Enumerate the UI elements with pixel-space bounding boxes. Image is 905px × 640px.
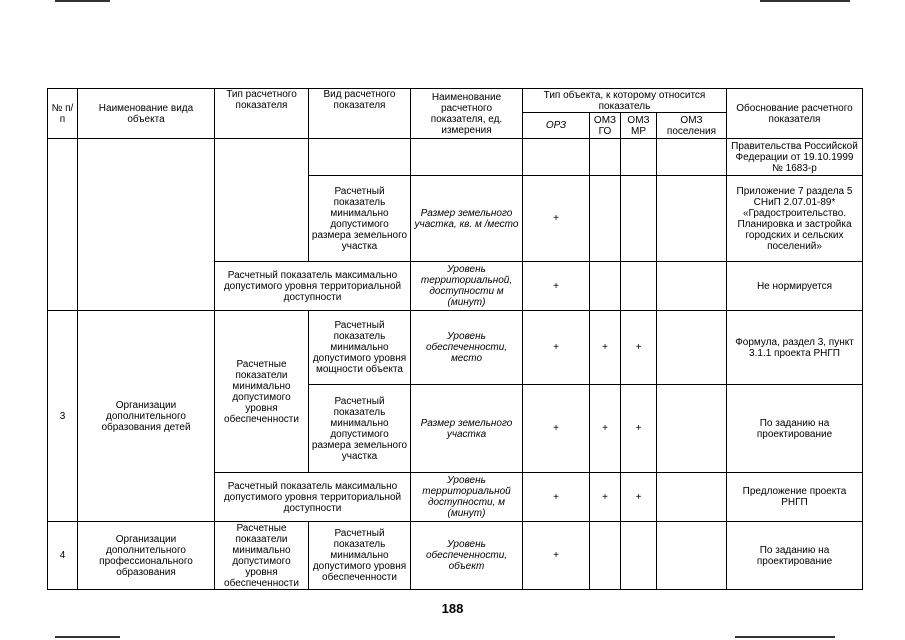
row-num-cell <box>48 139 78 311</box>
row-object: Организации дополнительного профессионального образования <box>78 522 215 590</box>
row-object: Организации дополнительного образования детей <box>78 311 215 522</box>
row-basis: Не нормируется <box>727 262 863 311</box>
row-kind: Расчетный показатель минимально допустимого размера земельного участка <box>309 176 411 262</box>
indicators-table <box>47 88 863 590</box>
row-num: 3 <box>48 311 78 522</box>
row-kind-cell <box>309 139 411 176</box>
row-num: 4 <box>48 522 78 590</box>
header-orz: ОРЗ <box>523 113 590 139</box>
row-type: Расчетные показатели минимально допустимого уровня обеспеченности <box>215 522 309 590</box>
row-kind: Расчетный показатель максимально допустимого уровня территориальной доступности <box>215 262 411 311</box>
header-omz-go: ОМЗ ГО <box>590 113 621 139</box>
row-basis: По заданию на проектирование <box>727 522 863 590</box>
row-mr-cell <box>621 262 657 311</box>
row-pos-cell <box>657 522 727 590</box>
header-indicator-type: Тип расчетного показателя <box>215 89 309 139</box>
row-basis: Предложение проекта РНГП <box>727 473 863 522</box>
row-basis: Формула, раздел 3, пункт 3.1.1 проекта РНГП <box>727 311 863 385</box>
scan-artifact-top-right <box>760 0 850 2</box>
header-object-group: Тип объекта, к которому относится показатель <box>523 89 727 113</box>
row-orz-mark: + <box>523 262 590 311</box>
row-kind: Расчетный показатель минимально допустимого уровня мощности объекта <box>309 311 411 385</box>
row-mr-mark: + <box>621 311 657 385</box>
row-orz-mark: + <box>523 473 590 522</box>
row-pos-cell <box>657 385 727 473</box>
row-go-cell <box>590 139 621 176</box>
row-go-mark: + <box>590 311 621 385</box>
row-pos-cell <box>657 311 727 385</box>
row-go-cell <box>590 176 621 262</box>
table-header-row <box>48 89 863 113</box>
row-mr-mark: + <box>621 385 657 473</box>
page-number: 188 <box>441 601 464 616</box>
header-indicator-name: Наименование расчетного показателя, ед. измерения <box>411 89 523 139</box>
header-basis: Обоснование расчетного показателя <box>727 89 863 139</box>
row-mr-cell <box>621 522 657 590</box>
scan-artifact-bottom-left <box>55 636 120 638</box>
row-pos-cell <box>657 473 727 522</box>
row-name: Уровень территориальной доступности, м (минут) <box>411 473 523 522</box>
header-indicator-kind: Вид расчетного показателя <box>309 89 411 139</box>
row-name: Размер земельного участка, кв. м /место <box>411 176 523 262</box>
row-go-mark: + <box>590 473 621 522</box>
row-kind: Расчетный показатель минимально допустимого уровня обеспеченности <box>309 522 411 590</box>
row-object-cell <box>78 139 215 311</box>
row-orz-mark: + <box>523 311 590 385</box>
row-mr-cell <box>621 176 657 262</box>
row-name: Уровень территориальной, доступности м (минут) <box>411 262 523 311</box>
row-pos-cell <box>657 139 727 176</box>
row-go-cell <box>590 262 621 311</box>
header-object-type: Наименование вида объекта <box>78 89 215 139</box>
row-basis: Приложение 7 раздела 5 СНиП 2.07.01-89* «Градостроительство. Планировка и застройка городских и сельских поселений» <box>727 176 863 262</box>
header-num: № п/п <box>48 89 78 139</box>
row-basis: По заданию на проектирование <box>727 385 863 473</box>
row-mr-cell <box>621 139 657 176</box>
row-orz-mark: + <box>523 522 590 590</box>
row-name: Размер земельного участка <box>411 385 523 473</box>
row-name: Уровень обеспеченности, объект <box>411 522 523 590</box>
row-kind: Расчетный показатель минимально допустимого размера земельного участка <box>309 385 411 473</box>
row-type-cell <box>215 139 309 262</box>
row-name-cell <box>411 139 523 176</box>
row-type: Расчетные показатели минимально допустимого уровня обеспеченности <box>215 311 309 473</box>
row-basis: Правительства Российской Федерации от 19.10.1999 № 1683-р <box>727 139 863 176</box>
row-orz-mark: + <box>523 385 590 473</box>
row-go-mark: + <box>590 385 621 473</box>
row-name: Уровень обеспеченности, место <box>411 311 523 385</box>
header-omz-pos: ОМЗ поселения <box>657 113 727 139</box>
header-omz-mr: ОМЗ МР <box>621 113 657 139</box>
row-kind: Расчетный показатель максимально допустимого уровня территориальной доступности <box>215 473 411 522</box>
row-orz-cell <box>523 139 590 176</box>
table-row <box>48 311 863 385</box>
scan-artifact-bottom-right <box>735 636 835 638</box>
row-orz-mark: + <box>523 176 590 262</box>
table-row <box>48 522 863 590</box>
row-pos-cell <box>657 262 727 311</box>
row-mr-mark: + <box>621 473 657 522</box>
row-pos-cell <box>657 176 727 262</box>
table-row <box>48 139 863 176</box>
scan-artifact-top-left <box>55 0 110 2</box>
row-go-cell <box>590 522 621 590</box>
